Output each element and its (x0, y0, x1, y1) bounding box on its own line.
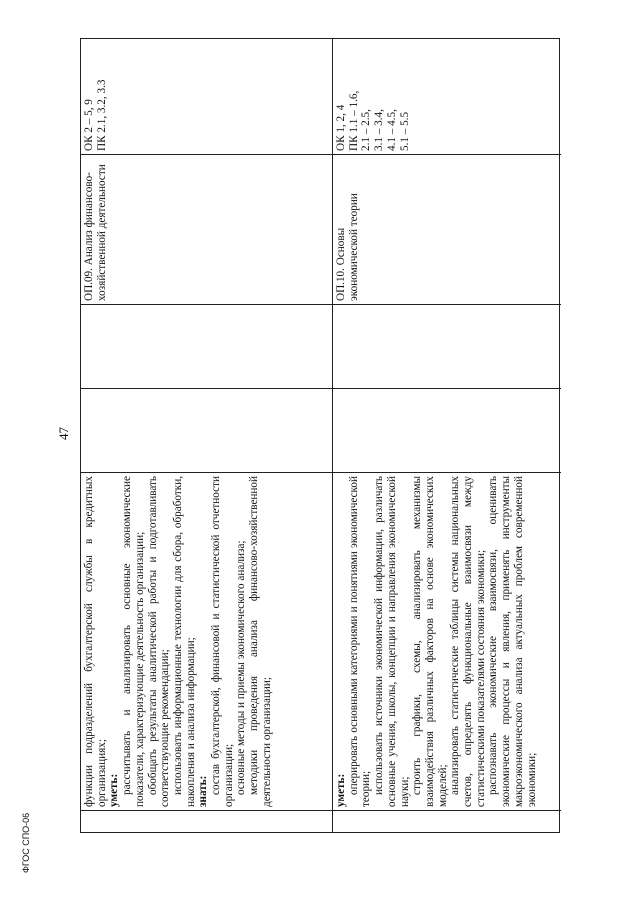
code-line: ОК 1, 2, 4 (335, 104, 347, 151)
table-cell-blank (81, 304, 332, 388)
code-line: ПК 2.1, 3.2, 3.3 (95, 79, 108, 151)
codes-cell (333, 37, 561, 154)
text-line: методики проведения анализа финансово-хозяйственной деятельности организации; (248, 476, 273, 807)
text-line: рассчитывать и анализировать основные экономические показатели, характеризующие деятельность организации; (121, 476, 146, 807)
text-line: использовать информационные технологии для сбора, обработки, накопления и анализа информации; (171, 476, 197, 807)
code-line: ОК 2 – 5, 9 (83, 99, 95, 151)
table-cell-blank (333, 388, 561, 472)
section-label: знать: (197, 775, 210, 807)
discipline-cell (81, 154, 332, 304)
code-line: 5.1 – 5.5 (398, 111, 411, 151)
code-line: ПК 1.1 – 1.6, (347, 90, 360, 151)
text-line: оперировать основными категориями и понятиями экономической теории; (347, 476, 373, 807)
rotated-page-content (80, 38, 560, 833)
competencies-cell (81, 472, 332, 810)
footer-label: ФГОС СПО-06 (21, 812, 31, 873)
text-line: обобщать результаты аналитической работы и подготавливать соответствующие рекомендации; (146, 476, 172, 807)
text-line: основные методы и приемы экономического анализа; (235, 540, 248, 795)
discipline-name: ОП.09. Анализ финансово-хозяйственной деятельности (83, 164, 108, 301)
text-line: состав бухгалтерской, финансовой и статистической отчетности организации; (210, 476, 235, 807)
text-line: строить графики, схемы, анализировать механизмы взаимодействия различных факторов на основе экономических моделей; (411, 476, 449, 807)
table-cell-blank (333, 304, 561, 388)
table-cell-blank (333, 810, 561, 832)
code-line: 3.1 – 3.4, (373, 109, 386, 151)
discipline-cell (333, 154, 561, 304)
competencies-cell (333, 472, 561, 810)
discipline-name: ОП.10. Основы экономической теории (335, 193, 360, 301)
codes-cell (81, 37, 332, 154)
table-row (333, 39, 561, 832)
table-cell-blank (81, 810, 332, 832)
curriculum-table (80, 38, 560, 833)
text-line: анализировать статистические таблицы системы национальных счетов, определять функциональные взаимосвязи между статистическими показателями состояния экономики; (449, 476, 487, 807)
text-line: использовать источники экономической информации, различать основные учения, школы, концепции и направления экономической науки; (373, 476, 411, 807)
code-line: 4.1 – 4.5, (385, 109, 398, 151)
table-row (81, 39, 333, 832)
text-line: функции подразделений бухгалтерской службы в кредитных организациях; (83, 476, 108, 807)
page-number: 47 (56, 427, 71, 440)
table-cell-blank (81, 388, 332, 472)
section-label: уметь: (335, 773, 347, 807)
code-line: 2.1 – 2.5, (360, 109, 373, 151)
text-line: распознавать экономические взаимосвязи, оценивать экономические процессы и явления, применять инструменты макроэкономического анализа актуальных проблем современной экономики; (487, 476, 538, 807)
section-label: уметь: (108, 773, 121, 807)
